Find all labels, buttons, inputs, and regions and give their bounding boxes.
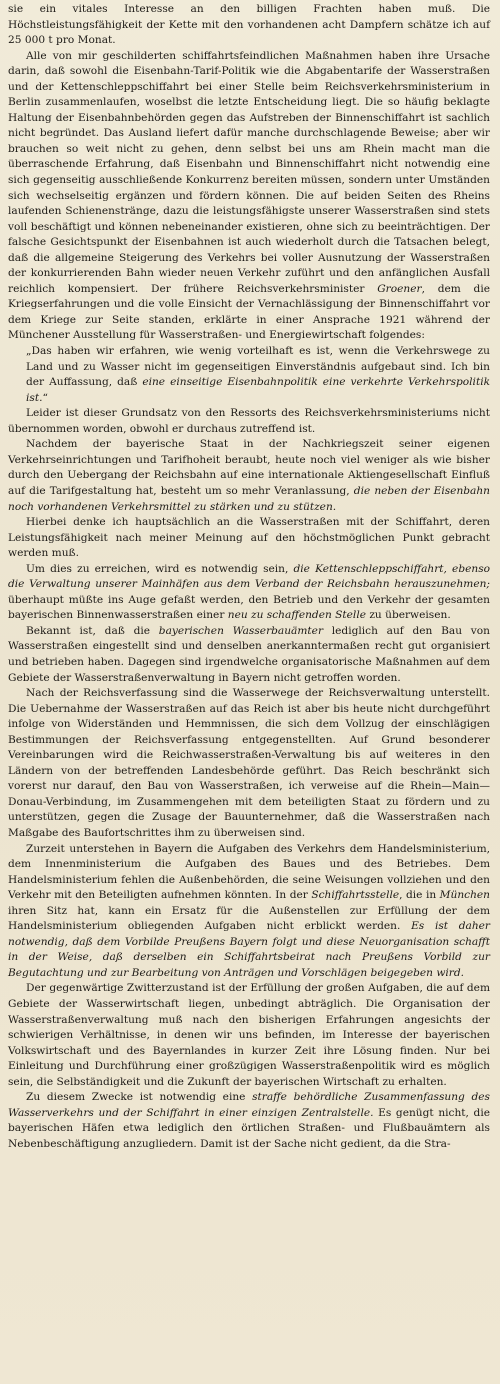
text-run: überhaupt müßte ins Auge gefaßt werden, den Betrieb und den Verkehr der gesamten bayerischen Binnenwasserstraßen einer [8, 593, 490, 622]
text-run: Bekannt ist, daß die [26, 624, 159, 637]
text-paragraph [8, 686, 490, 841]
text-paragraph [8, 437, 490, 515]
emphasized-text: Groener [377, 282, 422, 295]
text-run: , die in [399, 889, 440, 902]
text-paragraph [8, 842, 490, 982]
emphasized-text: bayerischen Wasserbauämter [158, 624, 324, 637]
text-paragraph [8, 406, 490, 437]
text-run: “ [42, 391, 48, 404]
emphasized-text: straffe behördliche Zusammenfassung des Wasserverkehrs und der Schiffahrt in einer einzigen Zentralstelle. [8, 1091, 490, 1119]
text-paragraph [8, 515, 490, 562]
text-run: Um dies zu erreichen, wird es notwendig sein, [26, 562, 294, 575]
emphasized-text: neu zu schaffenden Stelle [227, 609, 366, 622]
text-run: Der gegenwärtige Zwitterzustand ist der Erfüllung der großen Aufgaben, die auf dem Gebiete der Wasserwirtschaft liegen, unbedingt abträglich. Die Organisation der Wasserstraßenverwaltung muß nach den bisherigen Erfahrungen angesichts der schwierigen Verhältnisse, in denen wir uns befinden, im Interesse der bayerischen Volkswirtschaft und des Bayernlandes in kurzer Zeit ihre Lösung finden. Nur bei Einleitung und Durchführung einer großzügigen Wasserstraßenpolitik wird es möglich sein, die Selbständigkeit und die Zukunft der bayerischen Wirtschaft zu erhalten. [8, 982, 490, 1088]
quotation-paragraph [8, 344, 490, 406]
text-run: zu überweisen. [365, 609, 451, 622]
emphasized-text: eine einseitige Eisenbahnpolitik eine verkehrte Verkehrspolitik ist. [26, 376, 491, 404]
text-run: „Das haben wir erfahren, wie wenig vorteilhaft es ist, wenn die Verkehrswege zu Land und zu Wasser nicht im gegenseitigen Einverständnis aufgebaut sind. Ich bin der Auffassung, daß [26, 345, 490, 389]
text-run: Alle von mir geschilderten schiffahrtsfeindlichen Maßnahmen haben ihre Ursache darin, daß sowohl die Eisenbahn-Tarif-Politik wie die Abgabentarife der Wasserstraßen und der Kettenschleppschiffahrt bei einer Stelle beim Reichsverkehrsministerium in Berlin zusammenlaufen, woselbst die letzte Entscheidung liegt. Die so häufig beklagte Haltung der Eisenbahnbehörden gegen das Aufstreben der Binnenschiffahrt ist sachlich nicht begründet. Das Ausland liefert dafür manche durchschlagende Beweise; aber wir brauchen so weit nicht zu gehen, denn selbst bei uns am Rhein macht man die überraschende Erfahrung, daß Eisenbahn und Binnenschiffahrt nicht notwendig eine sich gegenseitig ausschließende Konkurrenz bereiten müssen, sondern unter Umständen sich wechselseitig ergänzen und fördern können. Die auf beiden Seiten des Rheins laufenden Schienenstränge, dazu die leistungsfähigste unserer Wasserstraßen sind stets voll beschäftigt und können nebeneinander existieren, ohne sich zu beeinträchtigen. Der falsche Gesichtspunkt der Eisenbahnen ist auch wiederholt durch die Tatsachen belegt, daß die allgemeine Steigerung des Verkehrs bei voller Ausnutzung der Wasserstraßen der konkurrierenden Bahn wieder neuen Verkehr zuführt und den anfänglichen Ausfall reichlich kompensiert. Der frühere Reichsverkehrsminister [8, 49, 490, 295]
text-run: Zurzeit unterstehen in Bayern die Aufgaben des Verkehrs dem Handelsministerium, dem Innenministerium die Aufgaben des Baues und des Betriebes. Dem Handelsministerium fehlen die Außenbehörden, die seine Weisungen vollziehen und den Verkehr mit den Beteiligten aufnehmen könnten. In der [8, 842, 490, 902]
text-run: Hierbei denke ich hauptsächlich an die Wasserstraßen mit der Schiffahrt, deren Leistungsfähigkeit nach meiner Meinung auf den höchstmöglichen Punkt gebracht werden muß. [8, 516, 490, 560]
text-paragraph [8, 2, 490, 49]
emphasized-text: Es ist daher notwendig, daß dem Vorbilde Preußens Bayern folgt und diese Neuorganisation schafft in der Weise, daß derselben ein Schiffahrtsbeirat nach Preußens Vorbild zur Begutachtung und zur Bearbeitung von Anträgen und Vorschlägen beigegeben wird. [8, 920, 490, 979]
text-run: Zu diesem Zwecke ist notwendig eine [26, 1091, 253, 1104]
text-paragraph [8, 49, 490, 344]
text-run: , dem die Kriegserfahrungen und die volle Einsicht der Vernachlässigung der Binnenschiffahrt vor dem Kriege zur Seite standen, erklärte in einer Ansprache 1921 während der Münchener Ausstellung für Wasserstraßen- und Energiewirtschaft folgendes: [8, 282, 490, 342]
text-run: lediglich auf den Bau von Wasserstraßen eingestellt sind und denselben anerkanntermaßen recht gut organisiert und betrieben haben. Dagegen sind irgendwelche organisatorische Maßnahmen auf dem Gebiete der Wasserstraßenverwaltung in Bayern nicht getroffen worden. [8, 624, 490, 684]
text-run: Es genügt nicht, die bayerischen Häfen etwa lediglich den örtlichen Straßen- und Flußbauämtern als Nebenbeschäftigung anzugliedern. Damit ist der Sache nicht gedient, da die Stra- [8, 1106, 490, 1150]
emphasized-text: München [439, 889, 490, 902]
text-run: Nachdem der bayerische Staat in der Nachkriegszeit seiner eigenen Verkehrseinrichtungen und Tarifhoheit beraubt, heute noch viel weniger als wie bisher durch den Uebergang der Reichsbahn auf eine internationale Aktiengesellschaft Einfluß auf die Tarifgestaltung hat, besteht um so mehr Veranlassung, [8, 438, 490, 497]
text-paragraph [8, 1090, 490, 1152]
text-paragraph [8, 624, 490, 686]
article-body [8, 2, 490, 1152]
emphasized-text: Schiffahrtsstelle [311, 889, 400, 902]
emphasized-text: die neben der Eisenbahn noch vorhandenen Verkehrsmittel zu stärken und zu stützen. [8, 484, 491, 513]
text-run: sie ein vitales Interesse an den billigen Frachten haben muß. Die Höchstleistungsfähigkeit der Kette mit den vorhandenen acht Dampfern schätze ich auf 25 000 t pro Monat. [8, 3, 490, 47]
text-run: ihren Sitz hat, kann ein Ersatz für die Außenstellen zur Erfüllung der dem Handelsministerium obliegenden Aufgaben nicht erblickt werden. [8, 904, 490, 933]
text-run: Leider ist dieser Grundsatz von den Ressorts des Reichsverkehrsministeriums nicht übernommen worden, obwohl er durchaus zutreffend ist. [8, 407, 490, 435]
text-run: Nach der Reichsverfassung sind die Wasserwege der Reichsverwaltung unterstellt. Die Uebernahme der Wasserstraßen auf das Reich ist aber bis heute nicht durchgeführt infolge von Widerständen und Hemmnissen, die sich dem Vollzug der einschlägigen Bestimmungen der Reichsverfassung entgegenstellten. Auf Grund besonderer Vereinbarungen wird die Reichwasserstraßen-Verwaltung bis auf weiteres in den Ländern von der betreffenden Landesbehörde geführt. Das Reich beschränkt sich vorerst nur darauf, den Bau von Wasserstraßen, ich verweise auf die Rhein—Main—Donau-Verbindung, im Zusammengehen mit dem beteiligten Staat zu fördern und zu unterstützen, gegen die Zusage der Bauunternehmer, daß die Wasserstraßen nach Maßgabe des Baufortschrittes ihm zu überweisen sind. [8, 687, 490, 839]
emphasized-text: die Kettenschleppschiffahrt, ebenso die Verwaltung unserer Mainhäfen aus dem Verband der Reichsbahn herauszunehmen; [8, 562, 491, 591]
text-paragraph [8, 562, 490, 624]
text-paragraph [8, 981, 490, 1090]
